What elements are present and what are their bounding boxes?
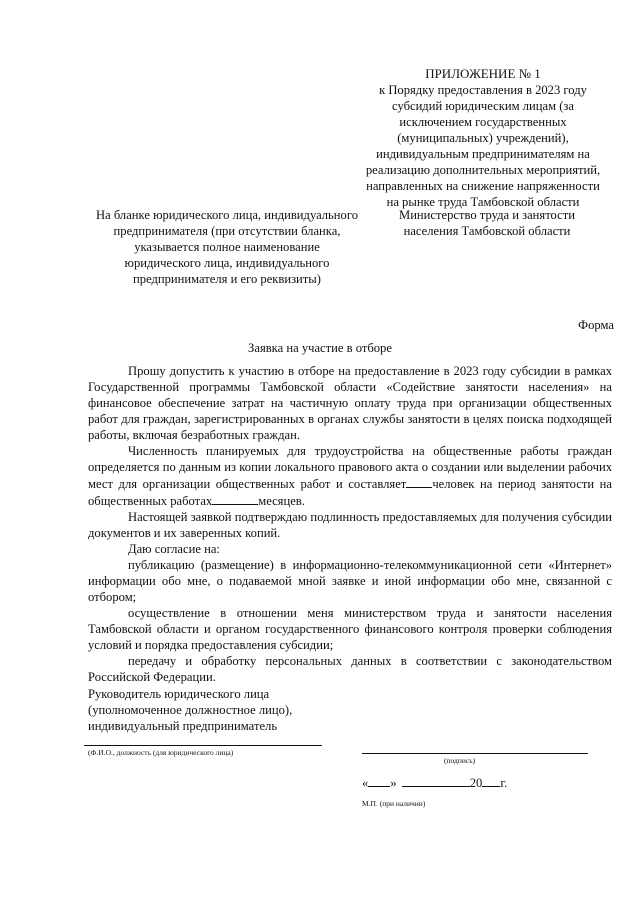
letterhead-note-line: предпринимателя (при отсутствии бланка, <box>113 224 341 238</box>
people-count-blank[interactable] <box>406 475 432 488</box>
letterhead-note <box>82 207 372 287</box>
headcount-text: месяцев. <box>258 494 305 508</box>
paragraph-consent-personal-data: передачу и обработку персональных данных в соответствии с законодательством Российской Федерации. <box>88 654 612 684</box>
paragraph-authenticity: Настоящей заявкой подтверждаю подлинность предоставляемых для получения субсидии документов и их заверенных копий. <box>88 510 612 540</box>
paragraph-request: Прошу допустить к участию в отборе на предоставление в 2023 году субсидии в рамках Государственной программы Тамбовской области «Содействие занятости населения» на финансовое обеспечение затрат на частичную оплату труда при организации общественных работ для граждан, зарегистрированных в органах службы занятости в целях поиска подходящей работы, включая безработных граждан. <box>88 364 612 442</box>
date-field <box>362 774 507 791</box>
appendix-line: (муниципальных) учреждений), <box>397 131 569 145</box>
letterhead-note-line: юридического лица, индивидуального <box>124 256 330 270</box>
headcount-text: Численность планируемых для трудоустройства на общественные работы граждан определяется по данным из копии локального правового акта о создании или выделении рабочих мест для организации общественных работ и составляет <box>88 444 612 491</box>
stamp-caption: М.П. (при наличии) <box>362 799 426 808</box>
signature-line[interactable] <box>362 753 588 754</box>
appendix-line: на рынке труда Тамбовской области <box>386 195 580 209</box>
appendix-line: к Порядку предоставления в 2023 году <box>379 83 587 97</box>
paragraph-consent-inspection: осуществление в отношении меня министерством труда и занятости населения Тамбовской области и органом государственного финансового контроля проверки соблюдения условий и порядка предоставления субсидии; <box>88 606 612 652</box>
headcount-text: человек на период занятости на общественных работах <box>88 477 612 508</box>
appendix-title: ПРИЛОЖЕНИЕ № 1 <box>425 66 541 81</box>
date-year-prefix: 20 <box>469 776 483 790</box>
months-count-blank[interactable] <box>212 492 258 505</box>
date-open-quote: « <box>362 776 369 790</box>
date-month-blank[interactable] <box>402 774 470 787</box>
signatory-line: (уполномоченное должностное лицо), <box>88 703 293 717</box>
fio-caption: (Ф.И.О., должность (для юридического лица) <box>88 748 234 757</box>
signatory-line: индивидуальный предприниматель <box>88 719 278 733</box>
date-day-blank[interactable] <box>368 774 390 787</box>
letterhead-note-line: На бланке юридического лица, индивидуального <box>96 208 358 222</box>
appendix-line: исключением государственных <box>399 115 567 129</box>
appendix-line: субсидий юридическим лицам (за <box>392 99 574 113</box>
fio-line[interactable] <box>84 745 322 746</box>
appendix-line: реализацию дополнительных мероприятий, <box>365 163 601 177</box>
date-close-quote: » <box>390 776 397 790</box>
date-year-suffix: г. <box>500 776 508 790</box>
appendix-header <box>352 66 614 210</box>
letterhead-note-line: предпринимателя и его реквизиты) <box>133 272 321 286</box>
addressee-line: населения Тамбовской области <box>403 224 571 238</box>
signature-caption: (подпись) <box>444 756 476 765</box>
appendix-line: направленных на снижение напряженности <box>366 179 600 193</box>
addressee <box>392 207 582 239</box>
signatory-line: Руководитель юридического лица <box>88 687 270 701</box>
document-title: Заявка на участие в отборе <box>248 341 392 355</box>
signatory-block <box>88 686 368 734</box>
document-body <box>88 363 612 685</box>
appendix-line: индивидуальным предпринимателям на <box>376 147 590 161</box>
form-label: Форма <box>578 318 614 332</box>
letterhead-note-line: указывается полное наименование <box>134 240 320 254</box>
addressee-line: Министерство труда и занятости <box>399 208 575 222</box>
paragraph-consent-intro: Даю согласие на: <box>128 542 220 556</box>
paragraph-consent-publication: публикацию (размещение) в информационно-телекоммуникационной сети «Интернет» информации обо мне, о подаваемой мной заявке и иной информации обо мне, связанной с отбором; <box>88 558 612 604</box>
date-year-blank[interactable] <box>482 774 500 787</box>
paragraph-headcount <box>88 443 612 509</box>
